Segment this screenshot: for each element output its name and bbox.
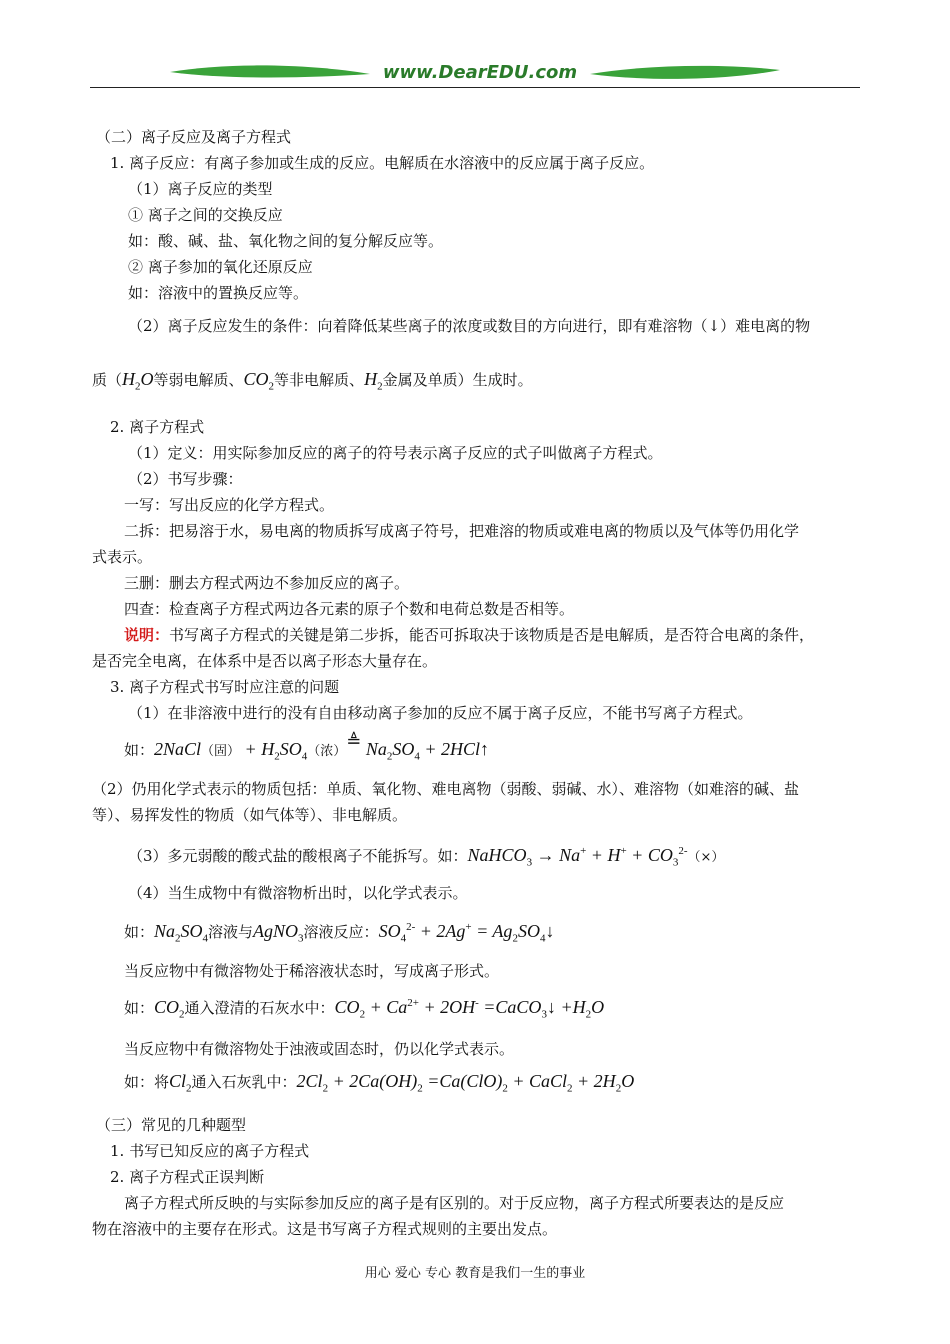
paragraph: 一写：写出反应的化学方程式。 — [124, 496, 335, 514]
text-span: 等非电解质、 — [274, 371, 365, 389]
equation-line — [124, 1070, 634, 1100]
paragraph: 2. 离子方程式正误判断 — [110, 1168, 265, 1186]
text-span: ）难电离的物 — [720, 317, 811, 335]
heat-icon: ≜ — [346, 731, 362, 751]
text-span: 溶液与 — [208, 923, 254, 941]
paragraph: （1）离子反应的类型 — [128, 180, 273, 198]
formula-co2: $CO_2$ — [154, 997, 185, 1021]
text-span: 等弱电解质、 — [153, 371, 244, 389]
paragraph: 三删：删去方程式两边不参加反应的离子。 — [124, 574, 410, 592]
paragraph: 物在溶液中的主要存在形式。这是书写离子方程式规则的主要出发点。 — [92, 1220, 558, 1238]
paragraph: 3. 离子方程式书写时应注意的问题 — [110, 678, 340, 696]
text-span: 如： — [124, 999, 155, 1017]
text-span: （浓） — [307, 744, 347, 759]
text-span: 通入石灰乳中： — [191, 1073, 297, 1091]
paragraph: 如：酸、碱、盐、氧化物之间的复分解反应等。 — [128, 232, 444, 250]
paragraph: 1. 书写已知反应的离子方程式 — [110, 1142, 310, 1160]
paragraph: 二拆：把易溶于水，易电离的物质拆写成离子符号，把难溶的物质或难电离的物质以及气体等仍用化学 — [124, 522, 800, 540]
site-name: www.DearEDU.com — [382, 62, 578, 83]
text-span: 溶液反应： — [303, 923, 379, 941]
equation-line — [124, 992, 604, 1026]
section-title: （三）常见的几种题型 — [96, 1116, 247, 1134]
equation-line — [124, 731, 489, 768]
down-arrow-icon: ↓ — [707, 317, 721, 335]
equation-caco3: $CO_2 + Ca^{2+} + 2OH^-$ =CaCO$_3$↓ $+H_2O$ — [334, 997, 605, 1021]
text-span: 通入澄清的石灰水中： — [184, 999, 335, 1017]
formula-h2so4: + $H_2SO_4$ — [240, 739, 308, 763]
paragraph: 离子方程式所反映的与实际参加反应的离子是有区别的。对于反应物，离子方程式所要表达的是反应 — [124, 1194, 785, 1212]
paragraph: （1）定义：用实际参加反应的离子的符号表示离子反应的式子叫做离子方程式。 — [128, 444, 663, 462]
section-title: （二）离子反应及离子方程式 — [96, 128, 292, 146]
text-span: （固） — [201, 744, 241, 759]
text-span: 书写离子方程式的关键是第二步拆，能否可拆取决于该物质是否是电解质，是否符合电离的条件， — [169, 626, 815, 644]
paragraph: 当反应物中有微溶物处于浊液或固态时，仍以化学式表示。 — [124, 1040, 515, 1058]
formula-h2: $H_2$ — [364, 369, 383, 393]
paragraph: 四查：检查离子方程式两边各元素的原子个数和电荷总数是否相等。 — [124, 600, 575, 618]
paragraph: （2）书写步骤： — [128, 470, 243, 488]
paragraph: 是否完全电离，在体系中是否以离子形态大量存在。 — [92, 652, 438, 670]
equation-line — [124, 916, 554, 950]
note-paragraph — [124, 624, 814, 646]
paragraph: ① 离子之间的交换反应 — [128, 206, 283, 224]
text-span: 如： — [124, 741, 155, 759]
text-span: 质（ — [92, 371, 123, 389]
note-label: 说明： — [124, 626, 170, 644]
paragraph — [92, 368, 533, 398]
paragraph: 如：溶液中的置换反应等。 — [128, 284, 309, 302]
wrong-mark: （×） — [687, 850, 725, 865]
paragraph: （2）仍用化学式表示的物质包括：单质、氧化物、难电离物（弱酸、弱碱、水）、难溶物（如难溶的碱、盐 — [92, 780, 800, 798]
formula-na2so4: $Na_2SO_4$ — [154, 921, 209, 945]
paragraph: ② 离子参加的氧化还原反应 — [128, 258, 313, 276]
text-span: （2）离子反应发生的条件：向着降低某些离子的浓度或数目的方向进行，即有难溶物（ — [128, 317, 708, 335]
equation-line — [128, 840, 724, 874]
paragraph: 2. 离子方程式 — [110, 418, 205, 436]
text-span: （3）多元弱酸的酸式盐的酸根离子不能拆写。如： — [128, 847, 468, 865]
formula-h2o: $H_2O$ — [122, 369, 154, 393]
paragraph: （4）当生成物中有微溶物析出时，以化学式表示。 — [128, 884, 468, 902]
page-footer: 用心 爱心 专心 教育是我们一生的事业 — [364, 1266, 586, 1281]
equation-ag2so4: $SO_4^{2-} + 2Ag^+$ = $Ag_2SO_4↓$ — [378, 921, 555, 945]
paragraph: 式表示。 — [92, 548, 153, 566]
text-span: 如： — [124, 923, 155, 941]
paragraph: （1）在非溶液中进行的没有自由移动离子参加的反应不属于离子反应，不能书写离子方程式。 — [128, 704, 753, 722]
equation-products: ≜ $Na_2SO_4$ + 2HCl↑ — [346, 731, 489, 763]
paragraph: 当反应物中有微溶物处于稀溶液状态时，写成离子形式。 — [124, 962, 500, 980]
paragraph: 1. 离子反应：有离子参加或生成的反应。电解质在水溶液中的反应属于离子反应。 — [110, 154, 655, 172]
formula-agno3: AgNO$_3$ — [253, 921, 304, 945]
equation-cacl2: $2Cl_2 + 2Ca(OH)_2 =Ca(ClO)_2$ + CaCl$_2$ + $2H_2O$ — [296, 1071, 635, 1095]
text-span: 如：将 — [124, 1073, 170, 1091]
formula-2nacl: 2NaCl — [154, 739, 202, 759]
paragraph: 等）、易挥发性的物质（如气体等）、非电解质。 — [92, 806, 408, 824]
formula-cl2: $Cl_2$ — [169, 1071, 192, 1095]
formula-co2: $CO_2$ — [243, 369, 275, 393]
equation-nahco3: NaHCO$_3$ → $Na^+ + H^+ + CO_3^{2-}$ — [467, 845, 688, 869]
site-header-banner — [90, 58, 860, 90]
paragraph — [128, 315, 810, 337]
text-span: 金属及单质）生成时。 — [382, 371, 533, 389]
header-rule — [90, 87, 860, 88]
